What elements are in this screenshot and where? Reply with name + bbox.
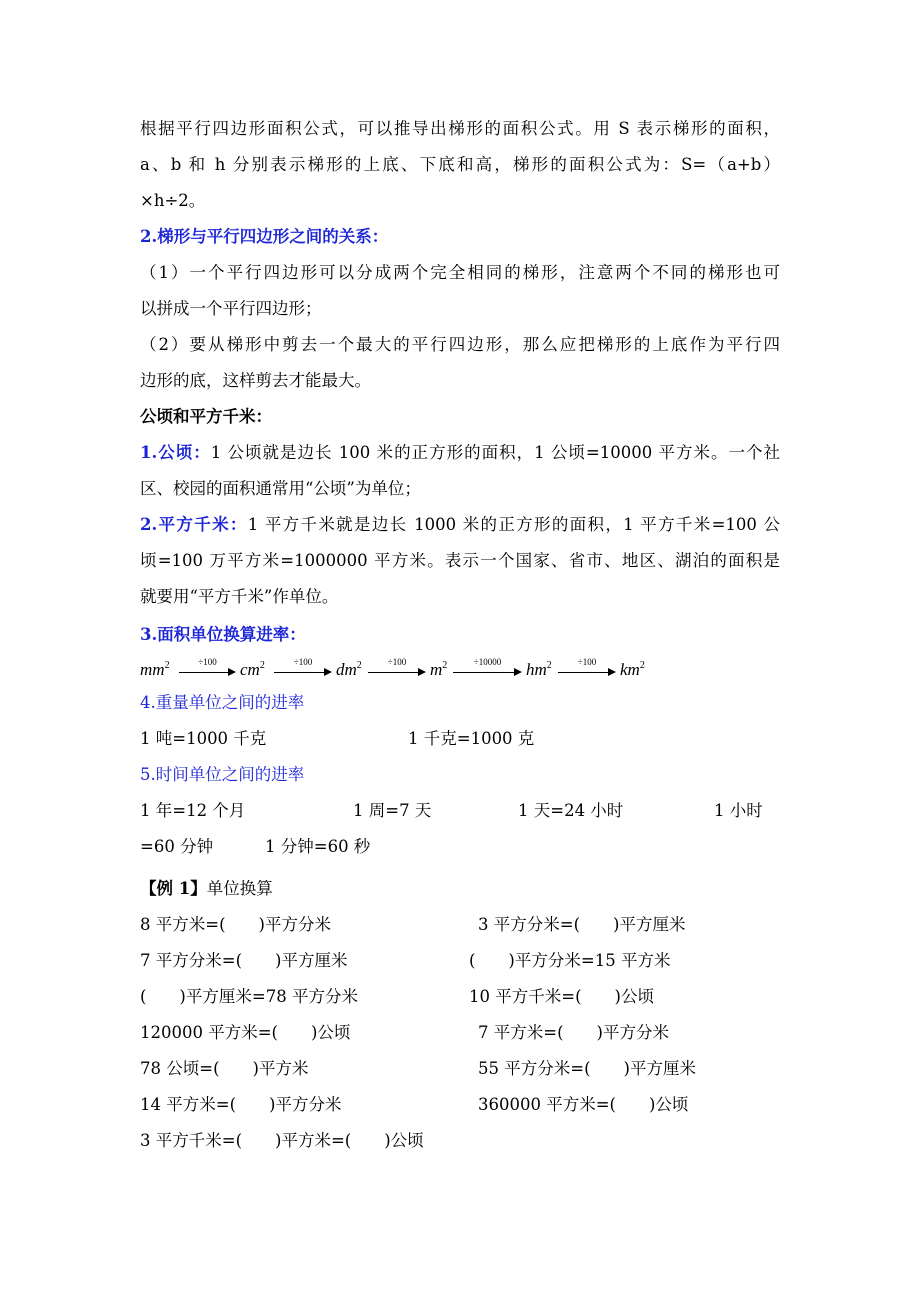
definition-km2-label: 2.平方千米： — [140, 515, 248, 534]
example-1-title: 单位换算 — [206, 879, 273, 898]
section-2-p1-line-1: （1）一个平行四边形可以分成两个完全相同的梯形，注意两个不同的梯形也可 — [140, 263, 780, 282]
definition-km2-text: 1 平方千米就是边长 1000 米的正方形的面积，1 平方千米=100 公 — [247, 515, 781, 534]
exercise-item: 3 平方千米=( )平方米=( )公顷 — [140, 1131, 424, 1150]
arrow-mm2-cm2: ÷100 — [179, 657, 236, 677]
definition-km2-line-1 — [140, 517, 780, 534]
arrow-dm2-m2: ÷100 — [368, 657, 426, 677]
time-hour-minute-cont: =60 分钟 — [140, 837, 214, 856]
unit-mm2: $mm^2$ — [140, 660, 170, 679]
exercise-item: 7 平方米=( )平方分米 — [478, 1023, 669, 1042]
area-unit-conversion-chain — [140, 650, 700, 684]
exercise-item: 7 平方分米=( )平方厘米 — [140, 951, 348, 970]
unit-km2: $km^2$ — [620, 660, 645, 679]
example-1-heading — [140, 881, 273, 898]
definition-hectare-line-1 — [140, 445, 780, 462]
intro-line-3: ×h÷2。 — [140, 191, 206, 210]
unit-m2: $m^2$ — [430, 660, 448, 679]
arrow-hm2-km2: ÷100 — [558, 657, 616, 677]
section-4-title: 4.重量单位之间的进率 — [140, 693, 305, 712]
exercise-item: ( )平方分米=15 平方米 — [469, 951, 671, 970]
example-1-tag: 【例 1】 — [140, 879, 207, 898]
unit-dm2: $dm^2$ — [336, 660, 362, 679]
exercise-item: 10 平方千米=( )公顷 — [469, 987, 654, 1006]
intro-line-1: 根据平行四边形面积公式，可以推导出梯形的面积公式。用 S 表示梯形的面积， — [140, 119, 780, 138]
exercise-item: 120000 平方米=( )公顷 — [140, 1023, 351, 1042]
weight-ton-kg: 1 吨=1000 千克 — [140, 729, 267, 748]
section-2-p2-line-2: 边形的底，这样剪去才能最大。 — [140, 371, 371, 390]
section-2-title: 2.梯形与平行四边形之间的关系： — [140, 227, 389, 246]
definition-km2-line-2: 顷=100 万平方米=1000000 平方米。表示一个国家、省市、地区、湖泊的面积是 — [140, 551, 780, 570]
arrow-m2-hm2: ÷10000 — [453, 657, 522, 677]
heading-area-units: 公顷和平方千米： — [140, 407, 272, 426]
exercise-item: 55 平方分米=( )平方厘米 — [478, 1059, 696, 1078]
exercise-item: 78 公顷=( )平方米 — [140, 1059, 309, 1078]
arrow-cm2-dm2: ÷100 — [274, 657, 332, 677]
exercise-item: ( )平方厘米=78 平方分米 — [140, 987, 358, 1006]
time-year-month: 1 年=12 个月 — [140, 801, 246, 820]
unit-hm2: $hm^2$ — [526, 660, 552, 679]
intro-line-2: a、b 和 h 分别表示梯形的上底、下底和高，梯形的面积公式为：S=（a+b） — [140, 155, 780, 174]
section-2-p1-line-2: 以拼成一个平行四边形； — [140, 299, 322, 318]
time-hour-minute: 1 小时 — [714, 801, 763, 820]
time-minute-second: 1 分钟=60 秒 — [265, 837, 371, 856]
weight-kg-g: 1 千克=1000 克 — [408, 729, 535, 748]
time-week-day: 1 周=7 天 — [353, 801, 432, 820]
definition-km2-line-3: 就要用“平方千米”作单位。 — [140, 587, 339, 606]
definition-hectare-label: 1.公顷： — [140, 443, 211, 462]
section-3-title: 3.面积单位换算进率： — [140, 625, 306, 644]
exercise-item: 360000 平方米=( )公顷 — [478, 1095, 689, 1114]
exercise-item: 8 平方米=( )平方分米 — [140, 915, 331, 934]
unit-cm2: $cm^2$ — [240, 660, 265, 679]
section-2-p2-line-1: （2）要从梯形中剪去一个最大的平行四边形，那么应把梯形的上底作为平行四 — [140, 335, 780, 354]
exercise-item: 3 平方分米=( )平方厘米 — [478, 915, 686, 934]
time-day-hour: 1 天=24 小时 — [518, 801, 624, 820]
definition-hectare-line-2: 区、校园的面积通常用“公顷”为单位； — [140, 479, 421, 498]
definition-hectare-text: 1 公顷就是边长 100 米的正方形的面积，1 公顷=10000 平方米。一个社 — [210, 443, 780, 462]
exercise-item: 14 平方米=( )平方分米 — [140, 1095, 342, 1114]
section-5-title: 5.时间单位之间的进率 — [140, 765, 305, 784]
